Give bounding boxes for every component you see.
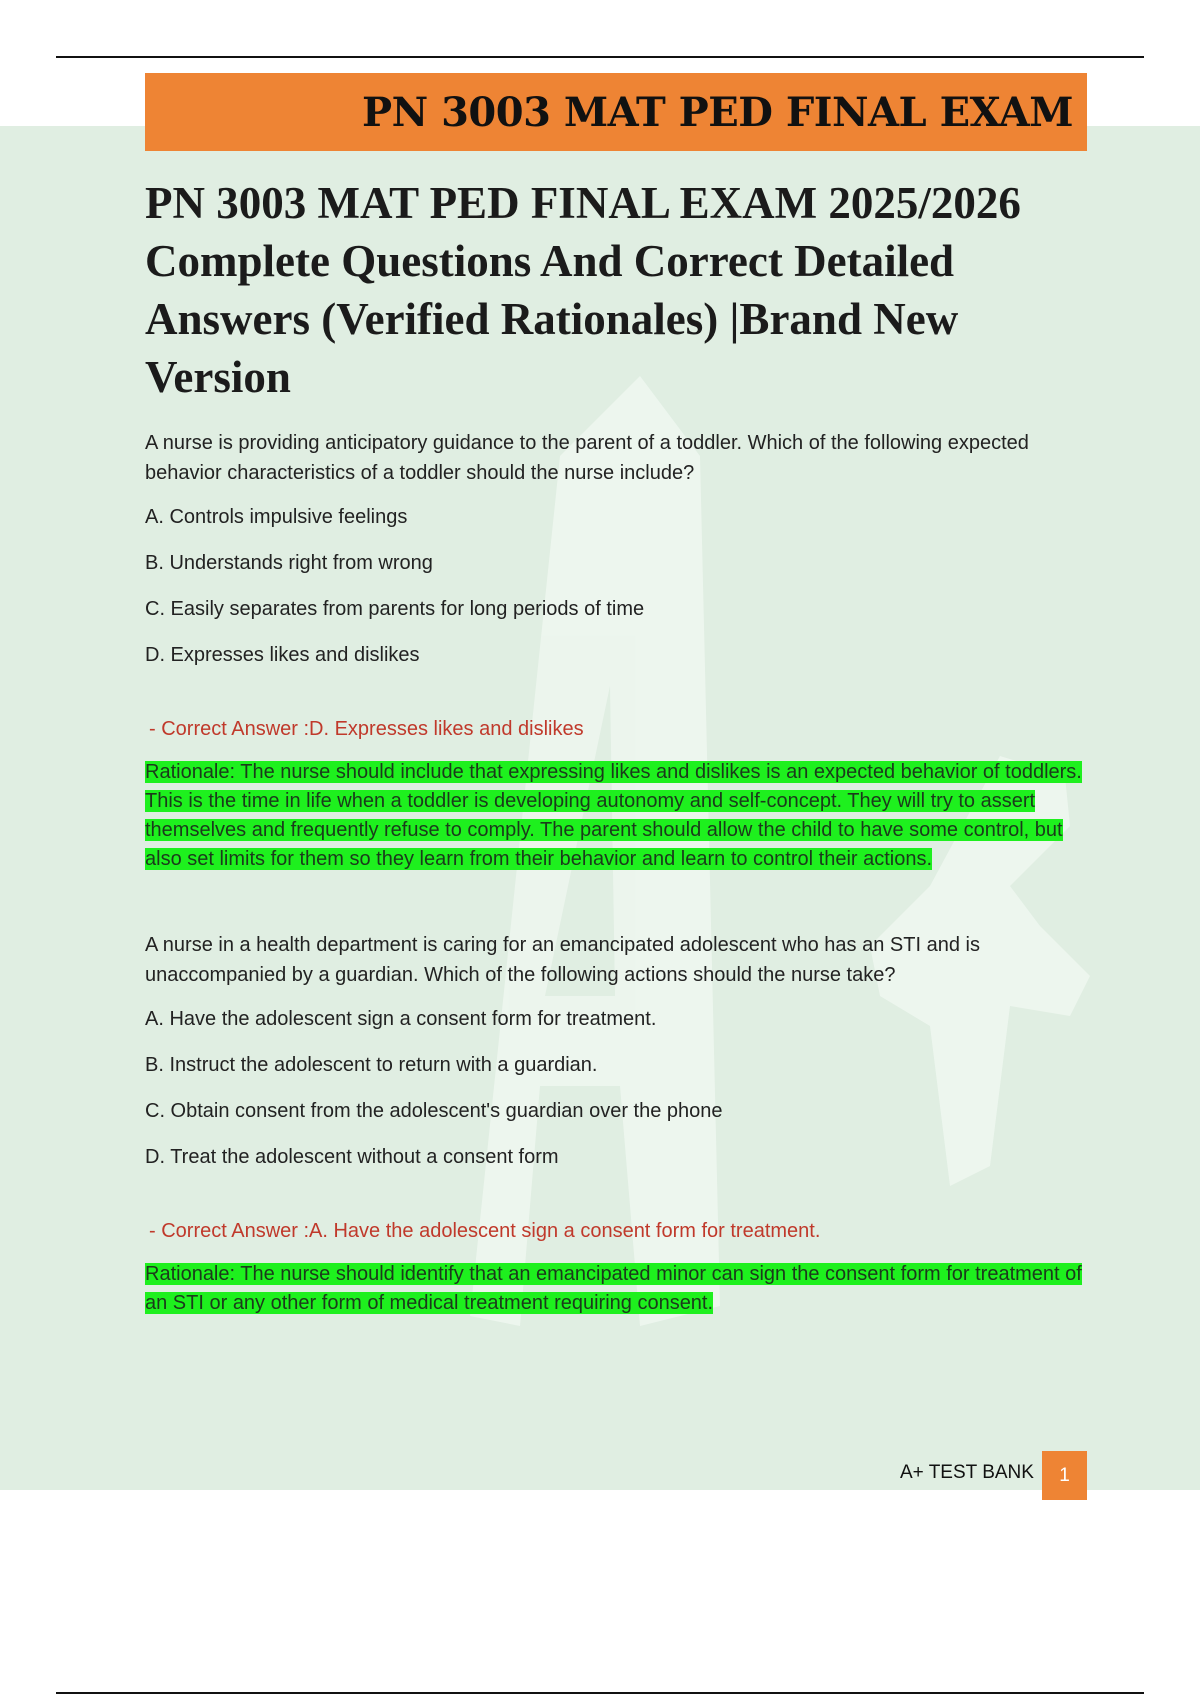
rationale-highlight: Rationale: The nurse should identify that an emancipated minor can sign the consent form for treatment of an STI or any other form of medical treatment requiring consent. bbox=[145, 1263, 1082, 1314]
answer-option: D. Treat the adolescent without a consent form bbox=[145, 1146, 559, 1168]
answer-option: D. Expresses likes and dislikes bbox=[145, 644, 420, 666]
answer-option: B. Instruct the adolescent to return with a guardian. bbox=[145, 1054, 598, 1076]
top-rule bbox=[56, 56, 1144, 58]
banner-title: PN 3003 MAT PED FINAL EXAM bbox=[362, 88, 1073, 136]
correct-answer: - Correct Answer :D. Expresses likes and dislikes bbox=[149, 718, 584, 740]
bottom-rule bbox=[56, 1692, 1144, 1694]
document-body bbox=[145, 174, 1090, 1318]
page-number-badge: 1 bbox=[1042, 1451, 1087, 1500]
question-stem: A nurse in a health department is caring for an emancipated adolescent who has an STI and is unaccompanied by a guardian. Which of the following actions should the nurse take? bbox=[145, 934, 980, 986]
answer-option: A. Controls impulsive feelings bbox=[145, 506, 408, 528]
rationale-text bbox=[145, 758, 1090, 874]
rationale-highlight: Rationale: The nurse should include that expressing likes and dislikes is an expected behavior of toddlers. This is the time in life when a toddler is developing autonomy and self-concept. They will try to assert themselves and frequently refuse to comply. The parent should allow the child to have some control, but also set limits for them so they learn from their behavior and learn to control their actions. bbox=[145, 761, 1082, 870]
question-stem: A nurse is providing anticipatory guidance to the parent of a toddler. Which of the following expected behavior characteristics of a toddler should the nurse include? bbox=[145, 432, 1029, 484]
answer-option: A. Have the adolescent sign a consent form for treatment. bbox=[145, 1008, 657, 1030]
question-block-2 bbox=[145, 930, 1090, 1318]
document-title: PN 3003 MAT PED FINAL EXAM 2025/2026 Complete Questions And Correct Detailed Answers (Verified Rationales) |Brand New Version bbox=[145, 178, 1021, 402]
answer-option: C. Obtain consent from the adolescent's guardian over the phone bbox=[145, 1100, 723, 1122]
question-block-1 bbox=[145, 428, 1090, 874]
footer-label: A+ TEST BANK bbox=[900, 1462, 1034, 1483]
rationale-text bbox=[145, 1260, 1090, 1318]
correct-answer: - Correct Answer :A. Have the adolescent sign a consent form for treatment. bbox=[149, 1220, 821, 1242]
answer-option: B. Understands right from wrong bbox=[145, 552, 433, 574]
answer-option: C. Easily separates from parents for long periods of time bbox=[145, 598, 645, 620]
exam-title-banner bbox=[145, 73, 1087, 151]
